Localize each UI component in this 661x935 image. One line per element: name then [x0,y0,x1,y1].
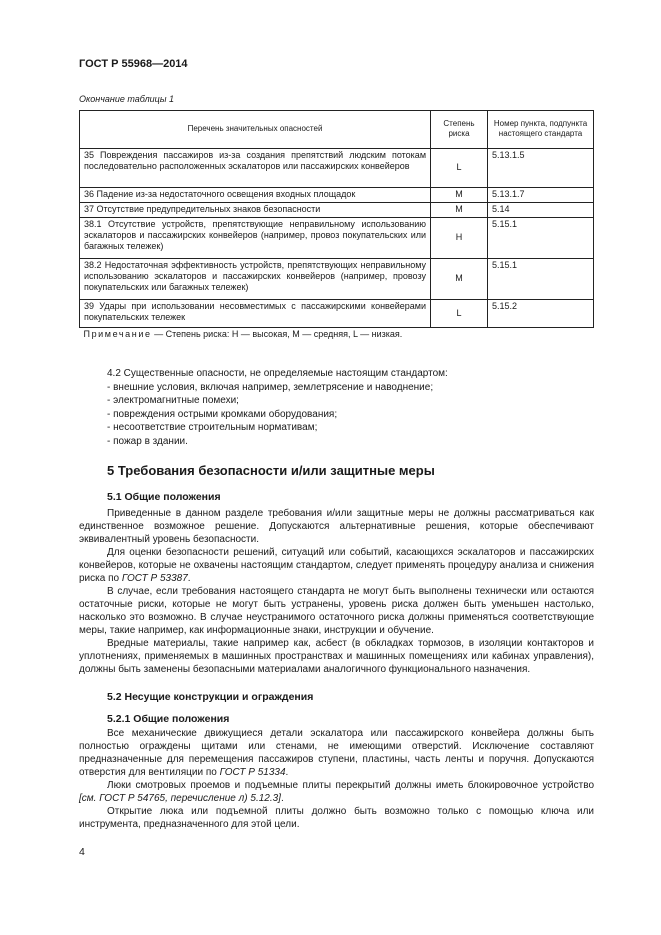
section-5-2-1-heading: 5.2.1 Общие положения [107,713,230,725]
paragraph [79,727,594,779]
paragraph-text: . [280,793,284,804]
clause-cell: 5.14 [488,203,594,218]
page-number: 4 [79,846,85,858]
risk-cell: L [431,149,488,188]
note-text: — Степень риска: H — высокая, M — средняя, L — низкая. [151,329,403,339]
section-5-1-body [79,507,594,676]
risk-cell: M [431,259,488,300]
clause-cell: 5.15.1 [488,259,594,300]
section-4-2 [107,367,448,449]
clause-cell: 5.15.1 [488,218,594,259]
risk-cell: L [431,300,488,328]
list-item: - внешние условия, включая например, землетрясение и наводнение; [107,381,434,393]
column-header-hazards: Перечень значительных опасностей [80,111,431,149]
list-item: - повреждения острыми кромками оборудования; [107,408,338,420]
hazard-cell: 35 Повреждения пассажиров из-за создания препятствий людским потокам последовательно расположенных эскалаторов или пассажирских конвейеров [80,149,431,188]
paragraph-text: . [187,573,191,584]
clause-cell: 5.15.2 [488,300,594,328]
column-header-risk: Степень риска [431,111,488,149]
table-header-row [80,111,594,149]
paragraph: Вредные материалы, такие например как, асбест (в обкладках тормозов, в изоляции контакторов и уплотнениях, применяемых в машинных пространствах и машинных помещениях или кабинах управления), должны быть заменены безопасными материалами аналогичного функционального назначения. [79,638,594,675]
paragraph: Приведенные в данном разделе требования и/или защитные меры не должны рассматриваться как единственное возможное решение. Допускаются альтернативные решения, которые обеспечивают эквивалентный уровень безопасности. [79,508,594,545]
table-row [80,188,594,203]
clause-cell: 5.13.1.7 [488,188,594,203]
table-note-row [80,328,594,345]
paragraph-text: Для оценки безопасности решений, ситуаций или событий, касающихся эскалаторов и пассажирских конвейеров, которые не охвачены настоящим стандартом, следует применять процедуру анализа и снижения риска по [79,547,594,584]
hazard-cell: 38.2 Недостаточная эффективность устройств, препятствующих неправильному использованию эскалаторов и пассажирских конвейеров (например, провозу покупательских или багажных тележек) [80,259,431,300]
section-5-heading: 5 Требования безопасности и/или защитные меры [107,463,435,478]
section-5-1-heading: 5.1 Общие положения [107,491,221,503]
clause-cell: 5.13.1.5 [488,149,594,188]
risk-cell: M [431,203,488,218]
column-header-clause: Номер пункта, подпункта настоящего стандарта [488,111,594,149]
risk-cell: M [431,188,488,203]
paragraph [79,546,594,585]
paragraph [79,779,594,805]
paragraph-text: . [285,767,289,778]
risk-cell: H [431,218,488,259]
hazards-table [79,110,594,344]
section-5-2-1-body [79,727,594,831]
hazard-cell: 37 Отсутствие предупредительных знаков безопасности [80,203,431,218]
hazard-cell: 36 Падение из-за недостаточного освещения входных площадок [80,188,431,203]
note-label: Примечание [83,329,152,339]
paragraph: Открытие люка или подъемной плиты должно быть возможно только с помощью ключа или инструмента, предназначенного для этой цели. [79,806,594,830]
section-4-2-intro: 4.2 Существенные опасности, не определяемые настоящим стандартом: [107,368,448,379]
table-row [80,218,594,259]
paragraph: В случае, если требования настоящего стандарта не могут быть выполнены технически или остаются остаточные риски, которые не могут быть устранены, уровень риска должен быть уменьшен настолько, насколько это возможно. В случае неустранимого остаточного риска должны применяться соответствующие меры, такие например, как информационные знаки, инструкции и обучение. [79,586,594,636]
standard-reference: [см. ГОСТ Р 54765, перечисление л) 5.12.3] [79,793,281,804]
table-row [80,203,594,218]
table-row [80,259,594,300]
table-caption: Окончание таблицы 1 [79,94,174,104]
table-row [80,300,594,328]
standard-reference: ГОСТ Р 51334 [219,767,286,778]
section-5-2-heading: 5.2 Несущие конструкции и ограждения [107,691,314,703]
paragraph-text: Люки смотровых проемов и подъемные плиты перекрытий должны иметь блокировочное устройство [107,780,594,791]
list-item: - несоответствие строительным нормативам; [107,422,318,434]
table-note [80,328,594,345]
standard-header: ГОСТ Р 55968—2014 [79,58,188,70]
paragraph-text: Все механические движущиеся детали эскалатора или пассажирского конвейера должны быть полностью ограждены щитами или стенами, не имеющими отверстий. Исключение составляют предназначенные для перемещения пассажиров ступени, пластины, часть ленты и поручня. Допускаются отверстия для вентиляции по [79,728,594,778]
list-item: - электромагнитные помехи; [107,395,239,407]
hazard-cell: 39 Удары при использовании несовместимых с пассажирскими конвейерами покупательских тележек [80,300,431,328]
standard-reference: ГОСТ Р 53387 [121,573,188,584]
list-item: - пожар в здании. [107,435,188,447]
table-row [80,149,594,188]
hazard-cell: 38.1 Отсутствие устройств, препятствующие неправильному использованию эскалаторов и пассажирских конвейеров (например, провоз покупательских или багажных тележек) [80,218,431,259]
